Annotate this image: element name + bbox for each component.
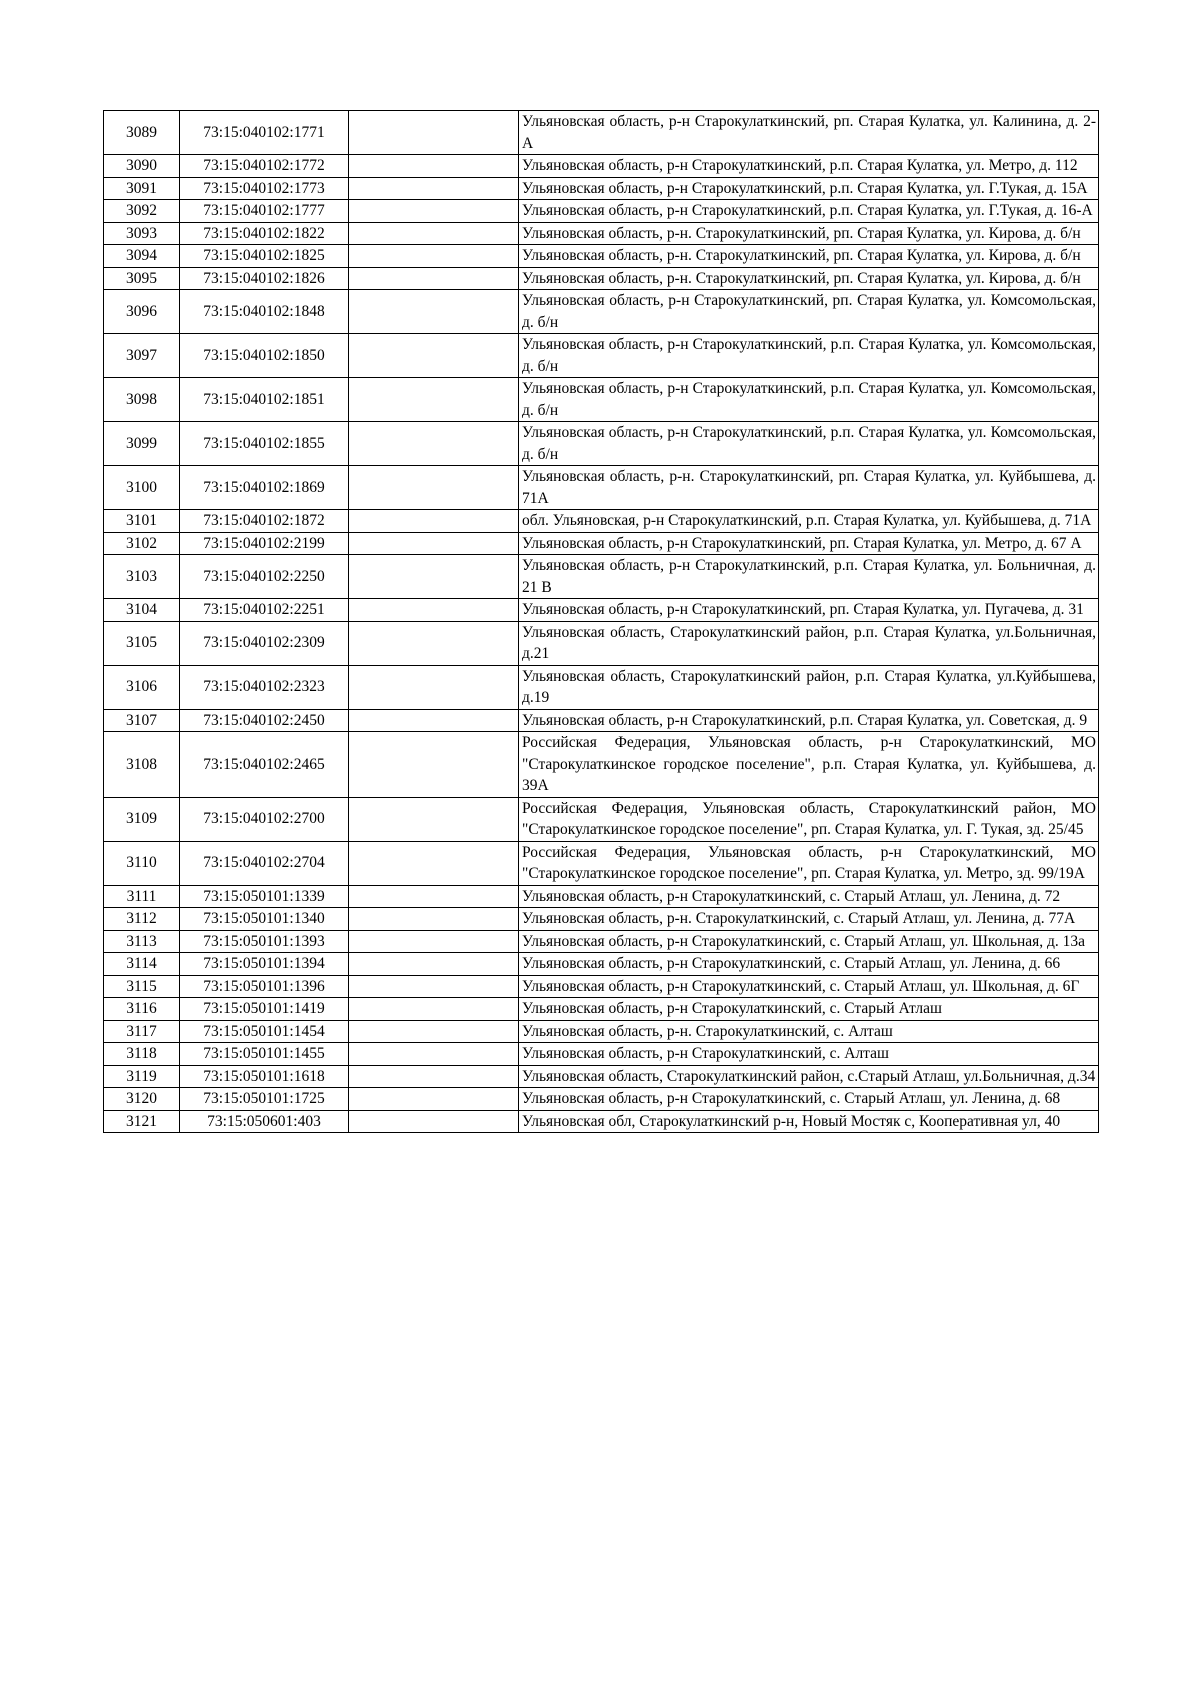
table-row <box>104 665 1099 709</box>
table-row <box>104 378 1099 422</box>
cadastral-number-cell: 73:15:040102:2323 <box>180 665 349 709</box>
parcel-table-body <box>104 111 1099 1133</box>
table-row <box>104 245 1099 268</box>
empty-cell <box>349 709 519 732</box>
empty-cell <box>349 532 519 555</box>
empty-cell <box>349 155 519 178</box>
address-cell: Ульяновская область, р-н Старокулаткинский, с. Алташ <box>519 1043 1099 1066</box>
table-row <box>104 510 1099 533</box>
empty-cell <box>349 1065 519 1088</box>
empty-cell <box>349 975 519 998</box>
address-cell: Ульяновская область, р-н Старокулаткинский, с. Старый Атлаш, ул. Школьная, д. 6Г <box>519 975 1099 998</box>
empty-cell <box>349 841 519 885</box>
table-row <box>104 1065 1099 1088</box>
table-row <box>104 1043 1099 1066</box>
row-number-cell: 3099 <box>104 422 180 466</box>
cadastral-number-cell: 73:15:040102:1777 <box>180 200 349 223</box>
row-number-cell: 3113 <box>104 930 180 953</box>
table-row <box>104 953 1099 976</box>
empty-cell <box>349 908 519 931</box>
row-number-cell: 3089 <box>104 111 180 155</box>
cadastral-number-cell: 73:15:050101:1396 <box>180 975 349 998</box>
cadastral-number-cell: 73:15:040102:1872 <box>180 510 349 533</box>
empty-cell <box>349 1110 519 1133</box>
address-cell: Ульяновская обл, Старокулаткинский р-н, Новый Мостяк с, Кооперативная ул, 40 <box>519 1110 1099 1133</box>
row-number-cell: 3096 <box>104 290 180 334</box>
cadastral-number-cell: 73:15:050601:403 <box>180 1110 349 1133</box>
row-number-cell: 3119 <box>104 1065 180 1088</box>
table-row <box>104 797 1099 841</box>
cadastral-number-cell: 73:15:050101:1340 <box>180 908 349 931</box>
cadastral-number-cell: 73:15:050101:1339 <box>180 885 349 908</box>
table-row <box>104 532 1099 555</box>
empty-cell <box>349 1043 519 1066</box>
empty-cell <box>349 555 519 599</box>
empty-cell <box>349 422 519 466</box>
row-number-cell: 3098 <box>104 378 180 422</box>
row-number-cell: 3107 <box>104 709 180 732</box>
address-cell: Ульяновская область, р-н Старокулаткинский, рп. Старая Кулатка, ул. Комсомольская, д. б/н <box>519 290 1099 334</box>
table-row <box>104 1020 1099 1043</box>
table-row <box>104 975 1099 998</box>
table-row <box>104 422 1099 466</box>
cadastral-number-cell: 73:15:040102:1773 <box>180 177 349 200</box>
row-number-cell: 3114 <box>104 953 180 976</box>
empty-cell <box>349 998 519 1021</box>
cadastral-number-cell: 73:15:040102:2450 <box>180 709 349 732</box>
address-cell: Ульяновская область, р-н Старокулаткинский, р.п. Старая Кулатка, ул. Комсомольская, д. б/н <box>519 378 1099 422</box>
cadastral-number-cell: 73:15:040102:1855 <box>180 422 349 466</box>
table-row <box>104 885 1099 908</box>
cadastral-number-cell: 73:15:040102:1848 <box>180 290 349 334</box>
address-cell: Ульяновская область, р-н Старокулаткинский, с. Старый Атлаш <box>519 998 1099 1021</box>
row-number-cell: 3103 <box>104 555 180 599</box>
address-cell: Ульяновская область, р-н Старокулаткинский, р.п. Старая Кулатка, ул. Г.Тукая, д. 15А <box>519 177 1099 200</box>
row-number-cell: 3109 <box>104 797 180 841</box>
address-cell: Ульяновская область, р-н. Старокулаткинский, рп. Старая Кулатка, ул. Куйбышева, д. 71А <box>519 466 1099 510</box>
address-cell: Ульяновская область, р-н. Старокулаткинский, с. Старый Атлаш, ул. Ленина, д. 77А <box>519 908 1099 931</box>
address-cell: Ульяновская область, р-н Старокулаткинский, с. Старый Атлаш, ул. Ленина, д. 72 <box>519 885 1099 908</box>
empty-cell <box>349 885 519 908</box>
cadastral-number-cell: 73:15:050101:1419 <box>180 998 349 1021</box>
address-cell: Ульяновская область, р-н. Старокулаткинский, рп. Старая Кулатка, ул. Кирова, д. б/н <box>519 222 1099 245</box>
empty-cell <box>349 953 519 976</box>
address-cell: Ульяновская область, р-н. Старокулаткинский, с. Алташ <box>519 1020 1099 1043</box>
row-number-cell: 3092 <box>104 200 180 223</box>
cadastral-number-cell: 73:15:040102:1772 <box>180 155 349 178</box>
row-number-cell: 3111 <box>104 885 180 908</box>
empty-cell <box>349 732 519 798</box>
row-number-cell: 3121 <box>104 1110 180 1133</box>
cadastral-number-cell: 73:15:040102:1822 <box>180 222 349 245</box>
address-cell: Ульяновская область, р-н Старокулаткинский, р.п. Старая Кулатка, ул. Г.Тукая, д. 16-А <box>519 200 1099 223</box>
address-cell: Ульяновская область, р-н Старокулаткинский, р.п. Старая Кулатка, ул. Комсомольская, д. б/н <box>519 422 1099 466</box>
cadastral-number-cell: 73:15:050101:1725 <box>180 1088 349 1111</box>
table-row <box>104 709 1099 732</box>
empty-cell <box>349 621 519 665</box>
empty-cell <box>349 930 519 953</box>
row-number-cell: 3091 <box>104 177 180 200</box>
table-row <box>104 155 1099 178</box>
empty-cell <box>349 378 519 422</box>
address-cell: Ульяновская область, р-н. Старокулаткинский, рп. Старая Кулатка, ул. Кирова, д. б/н <box>519 267 1099 290</box>
cadastral-number-cell: 73:15:040102:2250 <box>180 555 349 599</box>
row-number-cell: 3106 <box>104 665 180 709</box>
row-number-cell: 3101 <box>104 510 180 533</box>
row-number-cell: 3117 <box>104 1020 180 1043</box>
empty-cell <box>349 334 519 378</box>
row-number-cell: 3102 <box>104 532 180 555</box>
cadastral-number-cell: 73:15:040102:2700 <box>180 797 349 841</box>
row-number-cell: 3094 <box>104 245 180 268</box>
row-number-cell: 3090 <box>104 155 180 178</box>
cadastral-number-cell: 73:15:050101:1454 <box>180 1020 349 1043</box>
empty-cell <box>349 177 519 200</box>
cadastral-number-cell: 73:15:040102:1850 <box>180 334 349 378</box>
row-number-cell: 3100 <box>104 466 180 510</box>
cadastral-number-cell: 73:15:040102:1825 <box>180 245 349 268</box>
address-cell: Ульяновская область, р-н Старокулаткинский, р.п. Старая Кулатка, ул. Метро, д. 112 <box>519 155 1099 178</box>
row-number-cell: 3095 <box>104 267 180 290</box>
table-row <box>104 111 1099 155</box>
cadastral-number-cell: 73:15:040102:2309 <box>180 621 349 665</box>
empty-cell <box>349 510 519 533</box>
table-row <box>104 930 1099 953</box>
cadastral-number-cell: 73:15:050101:1455 <box>180 1043 349 1066</box>
address-cell: Ульяновская область, Старокулаткинский район, с.Старый Атлаш, ул.Больничная, д.34 <box>519 1065 1099 1088</box>
address-cell: Ульяновская область, р-н Старокулаткинский, р.п. Старая Кулатка, ул. Советская, д. 9 <box>519 709 1099 732</box>
row-number-cell: 3112 <box>104 908 180 931</box>
empty-cell <box>349 466 519 510</box>
cadastral-number-cell: 73:15:040102:2704 <box>180 841 349 885</box>
address-cell: Ульяновская область, Старокулаткинский район, р.п. Старая Кулатка, ул.Больничная, д.21 <box>519 621 1099 665</box>
address-cell: Ульяновская область, р-н Старокулаткинский, с. Старый Атлаш, ул. Школьная, д. 13а <box>519 930 1099 953</box>
address-cell: обл. Ульяновская, р-н Старокулаткинский, р.п. Старая Кулатка, ул. Куйбышева, д. 71А <box>519 510 1099 533</box>
row-number-cell: 3118 <box>104 1043 180 1066</box>
table-row <box>104 732 1099 798</box>
empty-cell <box>349 665 519 709</box>
table-row <box>104 1110 1099 1133</box>
row-number-cell: 3120 <box>104 1088 180 1111</box>
address-cell: Российская Федерация, Ульяновская область, Старокулаткинский район, МО "Старокулаткинское городское поселение", рп. Старая Кулатка, ул. Г. Тукая, зд. 25/45 <box>519 797 1099 841</box>
row-number-cell: 3104 <box>104 599 180 622</box>
table-row <box>104 998 1099 1021</box>
empty-cell <box>349 245 519 268</box>
table-row <box>104 908 1099 931</box>
row-number-cell: 3108 <box>104 732 180 798</box>
row-number-cell: 3093 <box>104 222 180 245</box>
empty-cell <box>349 111 519 155</box>
empty-cell <box>349 200 519 223</box>
cadastral-number-cell: 73:15:040102:1869 <box>180 466 349 510</box>
table-row <box>104 841 1099 885</box>
address-cell: Ульяновская область, Старокулаткинский район, р.п. Старая Кулатка, ул.Куйбышева, д.19 <box>519 665 1099 709</box>
cadastral-number-cell: 73:15:040102:1851 <box>180 378 349 422</box>
empty-cell <box>349 1088 519 1111</box>
row-number-cell: 3097 <box>104 334 180 378</box>
row-number-cell: 3105 <box>104 621 180 665</box>
empty-cell <box>349 797 519 841</box>
address-cell: Ульяновская область, р-н Старокулаткинский, с. Старый Атлаш, ул. Ленина, д. 68 <box>519 1088 1099 1111</box>
address-cell: Ульяновская область, р-н Старокулаткинский, рп. Старая Кулатка, ул. Калинина, д. 2-А <box>519 111 1099 155</box>
table-row <box>104 334 1099 378</box>
empty-cell <box>349 290 519 334</box>
table-row <box>104 1088 1099 1111</box>
address-cell: Ульяновская область, р-н Старокулаткинский, рп. Старая Кулатка, ул. Метро, д. 67 А <box>519 532 1099 555</box>
cadastral-number-cell: 73:15:050101:1394 <box>180 953 349 976</box>
cadastral-number-cell: 73:15:040102:2465 <box>180 732 349 798</box>
row-number-cell: 3115 <box>104 975 180 998</box>
cadastral-number-cell: 73:15:040102:2199 <box>180 532 349 555</box>
empty-cell <box>349 267 519 290</box>
address-cell: Ульяновская область, р-н Старокулаткинский, р.п. Старая Кулатка, ул. Комсомольская, д. б/н <box>519 334 1099 378</box>
table-row <box>104 621 1099 665</box>
empty-cell <box>349 1020 519 1043</box>
parcel-table <box>103 110 1099 1133</box>
table-row <box>104 599 1099 622</box>
cadastral-number-cell: 73:15:040102:2251 <box>180 599 349 622</box>
cadastral-number-cell: 73:15:040102:1771 <box>180 111 349 155</box>
address-cell: Ульяновская область, р-н Старокулаткинский, с. Старый Атлаш, ул. Ленина, д. 66 <box>519 953 1099 976</box>
cadastral-number-cell: 73:15:040102:1826 <box>180 267 349 290</box>
row-number-cell: 3110 <box>104 841 180 885</box>
empty-cell <box>349 599 519 622</box>
table-row <box>104 555 1099 599</box>
row-number-cell: 3116 <box>104 998 180 1021</box>
address-cell: Ульяновская область, р-н Старокулаткинский, рп. Старая Кулатка, ул. Пугачева, д. 31 <box>519 599 1099 622</box>
cadastral-number-cell: 73:15:050101:1393 <box>180 930 349 953</box>
address-cell: Ульяновская область, р-н. Старокулаткинский, рп. Старая Кулатка, ул. Кирова, д. б/н <box>519 245 1099 268</box>
table-row <box>104 222 1099 245</box>
empty-cell <box>349 222 519 245</box>
table-row <box>104 466 1099 510</box>
address-cell: Российская Федерация, Ульяновская область, р-н Старокулаткинский, МО "Старокулаткинское городское поселение", р.п. Старая Кулатка, ул. Куйбышева, д. 39А <box>519 732 1099 798</box>
table-row <box>104 267 1099 290</box>
table-row <box>104 200 1099 223</box>
table-row <box>104 290 1099 334</box>
table-row <box>104 177 1099 200</box>
address-cell: Российская Федерация, Ульяновская область, р-н Старокулаткинский, МО "Старокулаткинское городское поселение", рп. Старая Кулатка, ул. Метро, зд. 99/19А <box>519 841 1099 885</box>
address-cell: Ульяновская область, р-н Старокулаткинский, р.п. Старая Кулатка, ул. Больничная, д. 21 В <box>519 555 1099 599</box>
cadastral-number-cell: 73:15:050101:1618 <box>180 1065 349 1088</box>
